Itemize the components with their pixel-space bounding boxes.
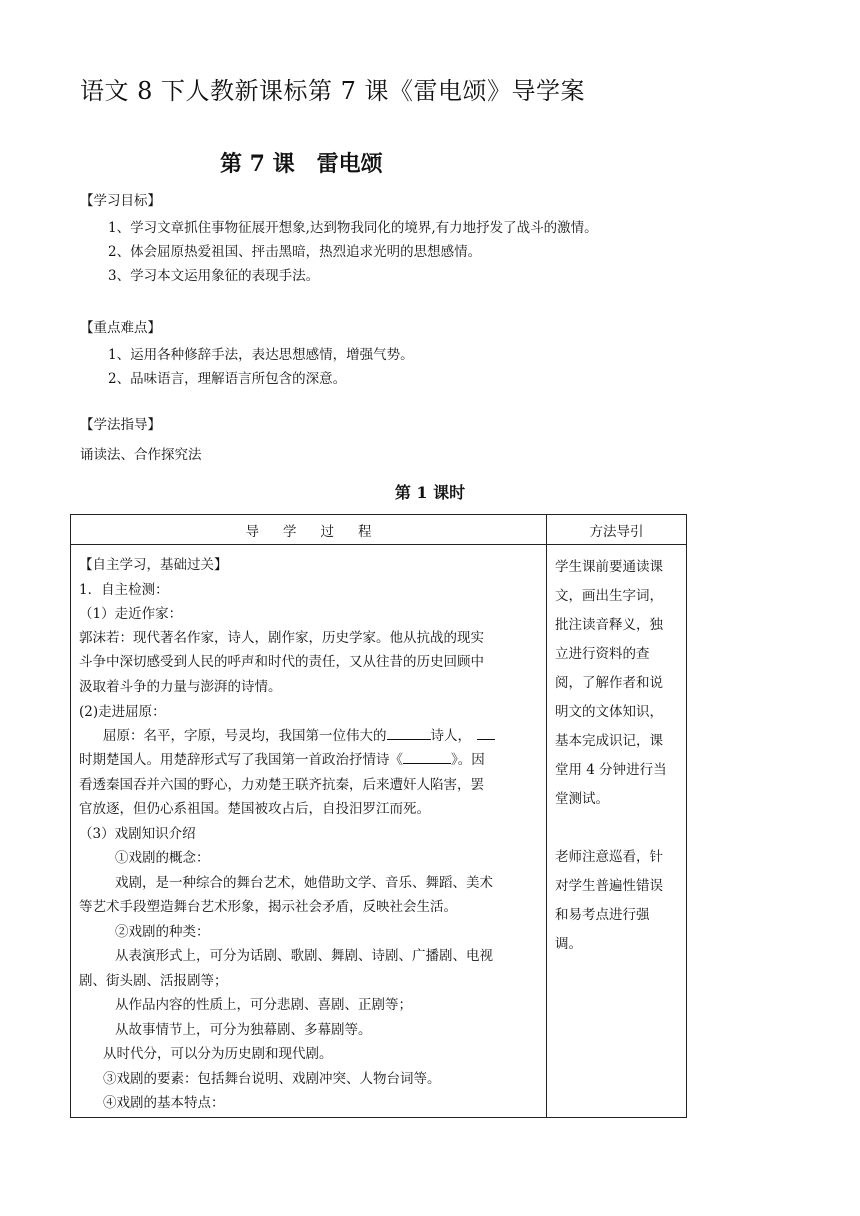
fill-blank-poem-title[interactable] — [403, 749, 451, 764]
process-line: ②戏剧的种类： — [115, 923, 210, 940]
process-line: 剧、街头剧、活报剧等； — [79, 972, 228, 989]
lesson-title: 第 7 课 雷电颂 — [220, 151, 383, 177]
process-line: 等艺术手段塑造舞台艺术形象，揭示社会矛盾，反映社会生活。 — [79, 899, 457, 915]
process-line: ③戏剧的要素：包括舞台说明、戏剧冲突、人物台词等。 — [103, 1070, 441, 1087]
process-line: 从作品内容的性质上，可分悲剧、喜剧、正剧等； — [115, 997, 412, 1013]
process-line: 汲取着斗争的力量与澎湃的诗情。 — [79, 678, 282, 695]
process-line: ①戏剧的概念： — [115, 850, 210, 866]
process-cell — [71, 545, 547, 1118]
method-line: 老师注意巡看，针 — [555, 849, 663, 865]
process-line: 郭沫若：现代著名作家，诗人，剧作家，历史学家。他从抗战的现实 — [79, 629, 484, 646]
method-line: 阅，了解作者和说 — [555, 675, 663, 691]
goal-item: 2、体会屈原热爱祖国、抨击黑暗，热烈追求光明的思想感情。 — [108, 244, 482, 260]
process-line: 从时代分，可以分为历史剧和现代剧。 — [103, 1046, 333, 1062]
method-line: 明文的文体知识， — [555, 704, 663, 720]
method-line: 和易考点进行强 — [555, 907, 650, 923]
method-line: 对学生普遍性错误 — [555, 878, 663, 894]
process-line: （3）戏剧知识介绍 — [79, 825, 196, 842]
method-line: 堂用 4 分钟进行当 — [555, 762, 667, 778]
method-guide-text: 诵读法、合作探究法 — [80, 447, 202, 463]
method-line: 堂测试。 — [555, 791, 609, 807]
key-point-item: 1、运用各种修辞手法，表达思想感情，增强气势。 — [108, 347, 414, 363]
key-points-heading: 【重点难点】 — [80, 320, 161, 336]
method-line: 学生课前要通读课 — [555, 559, 663, 575]
method-guide-heading: 【学法指导】 — [80, 417, 161, 433]
method-cell — [547, 545, 687, 1118]
process-line: ④戏剧的基本特点： — [103, 1095, 225, 1111]
process-line: 看透秦国吞并六国的野心，力劝楚王联齐抗秦，后来遭奸人陷害，罢 — [79, 776, 484, 793]
fill-blank-poet-type[interactable] — [387, 725, 431, 740]
process-line — [79, 749, 538, 774]
process-line — [79, 725, 538, 750]
process-line: 1．自主检测： — [79, 581, 169, 598]
process-text: 时期楚国人。用楚辞形式写了我国第一首政治抒情诗《 — [79, 752, 403, 768]
process-line: （1）走近作家： — [79, 606, 183, 622]
column-header-process: 导学过程 — [71, 515, 547, 545]
session-title: 第 1 课时 — [394, 483, 466, 502]
goal-item: 3、学习本文运用象征的表现手法。 — [108, 268, 320, 284]
document-title: 语文 8 下人教新课标第 7 课《雷电颂》导学案 — [80, 77, 586, 105]
process-line: (2)走进屈原： — [79, 704, 166, 720]
process-line: 斗争中深切感受到人民的呼声和时代的责任，又从往昔的历史回顾中 — [79, 654, 484, 670]
goal-item: 1、学习文章抓住事物征展开想象,达到物我同化的境界,有力地抒发了战斗的激情。 — [108, 220, 598, 236]
fill-blank-era[interactable] — [477, 725, 495, 740]
method-spacer — [555, 814, 678, 843]
method-line: 调。 — [555, 936, 582, 952]
process-line: 从表演形式上，可分为话剧、歌剧、舞剧、诗剧、广播剧、电视 — [115, 948, 493, 964]
process-text: 诗人， — [430, 727, 471, 744]
goals-heading: 【学习目标】 — [80, 193, 161, 209]
process-line: 戏剧，是一种综合的舞台艺术，她借助文学、音乐、舞蹈、美术 — [115, 874, 493, 891]
study-table — [70, 514, 687, 1118]
method-line: 立进行资料的查 — [555, 646, 650, 662]
process-line: 【自主学习，基础过关】 — [79, 557, 228, 573]
column-header-method: 方法导引 — [547, 515, 687, 545]
process-text: 屈原：名平，字原，号灵均，我国第一位伟大的 — [103, 727, 387, 744]
method-line: 文，画出生字词， — [555, 588, 663, 604]
method-line: 基本完成识记，课 — [555, 733, 663, 749]
process-line: 从故事情节上，可分为独幕剧、多幕剧等。 — [115, 1021, 372, 1038]
method-line: 批注读音释义，独 — [555, 617, 663, 633]
process-line: 官放逐，但仍心系祖国。楚国被攻占后，自投汨罗江而死。 — [79, 801, 430, 817]
key-point-item: 2、品味语言，理解语言所包含的深意。 — [108, 371, 347, 387]
process-text: 》。因 — [451, 752, 485, 768]
